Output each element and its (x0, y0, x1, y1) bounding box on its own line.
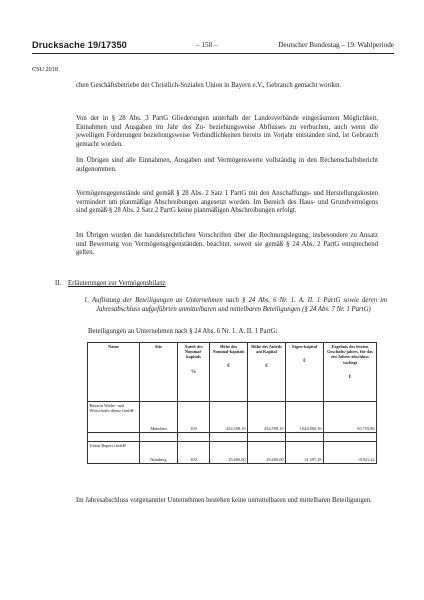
header-label: Eigen-kapital (292, 344, 317, 349)
cell-ergebnis: -30.755,86 (324, 402, 377, 433)
table-row (88, 402, 377, 433)
holdings-table (87, 342, 376, 464)
header-label: Höhe des Nominal-kapitals (212, 344, 245, 355)
section-number: II. (55, 280, 62, 287)
header-unit: € (348, 374, 352, 380)
header-label: Höhe des Anteils am Kapital (251, 344, 282, 355)
document-number: Drucksache 19/17350 (32, 40, 127, 50)
column-header-sitz (140, 343, 178, 402)
party-label: CSU 2018 (32, 66, 58, 73)
table-row (88, 442, 377, 464)
table-spacer-row (88, 433, 377, 442)
cell-name: Union Report GmbH (88, 442, 140, 464)
cell-sitz: München (140, 402, 178, 433)
paragraph-2: Von der in § 28 Abs. 3 PartG Gliederungen unterhalb der Landesverbände eingeräumten Möglichkeit, Einnahmen und Ausgaben im Jahr des Zu- beziehungsweise Abflusses zu verbuchen, auch wenn die jeweiligen Forderungen beziehungsweise Verbindlichkeiten bereits im Vorjahr entstanden sind, ist Gebrauch gemacht worden. (76, 115, 378, 149)
cell-nominalkapital: 434.598,10 (210, 402, 248, 433)
paragraph-3: Im Übrigen sind alle Einnahmen, Ausgaben und Vermögenswerte vollständig in den Rechenschaftsbericht aufgenommen. (76, 157, 378, 173)
page-number: – 158 – (196, 41, 218, 49)
column-header-eigenkapital (286, 343, 324, 402)
section-title: Erläuterungen zur Vermögensbilanz (68, 280, 166, 287)
closing-paragraph: Im Jahresabschluss vorgenannter Unternehmen bestehen keine unmittelbaren und mittelbaren Beteiligungen. (76, 497, 372, 504)
cell-anteil: 100 (178, 442, 210, 464)
header-label: Anteil des Nominal-kapitals (184, 344, 203, 360)
column-header-anteil-kapital (248, 343, 286, 402)
paragraph-5: Im Übrigen wurden die handelsrechtlichen Vorschriften über die Rechnungslegung, insbesondere zu Ansatz und Bewertung von Vermögensgegenständen, beachtet, soweit sie gemäß § 24 Abs. 2 PartG entsprechend gelten. (76, 232, 378, 257)
legislative-period: Deutscher Bundestag – 19. Wahlperiode (278, 41, 394, 49)
header-unit: % (191, 369, 196, 375)
cell-nominalkapital: 25.600,00 (210, 442, 248, 464)
header-label: Sitz (155, 344, 162, 349)
table-header-row (88, 343, 377, 402)
cell-anteil-kapital: 25.600,00 (248, 442, 286, 464)
column-header-ergebnis (324, 343, 377, 402)
subsection-heading: 1. Auflistung der Beteiligungen an Unternehmen nach § 24 Abs. 6 Nr. 1. A. II. 1 PartG sowie deren im Jahresabschluss aufgeführten unmittelbaren und mittelbaren Beteiligungen (§ 24 Abs. 7 Nr. 1 PartG) (84, 297, 387, 313)
header-unit: € (303, 359, 306, 365)
cell-name: Bavaria Werbe- und Wirtschafts-dienst GmbH (88, 402, 140, 433)
paragraph-4: Vermögensgegenstände sind gemäß § 28 Abs. 2 Satz 1 PartG mit den Anschaffungs- und Herstellungskosten vermindert um planmäßige Abschreibungen angesetzt worden. Im Bereich des Haus- und Grundvermögens sind gemäß § 28 Abs. 2 Satz 2 PartG keine planmäßigen Abschreibungen erfolgt. (76, 190, 378, 215)
header-label: Ergebnis des letzten Geschäfts-jahres, für das ein Jahres-abschluss vorliegt (327, 344, 373, 365)
paragraph-1: chen Geschäftsbetriebe der Christlich-Sozialen Union in Bayern e.V., Gebrauch gemacht worden. (76, 82, 342, 89)
table-caption: Beteiligungen an Unternehmen nach § 24 Abs. 6 Nr. 1. A. II. 1 PartG: (88, 328, 278, 335)
cell-ergebnis: -8.921,22 (324, 442, 377, 464)
cell-anteil: 100 (178, 402, 210, 433)
cell-eigenkapital: 31.597,28 (286, 442, 324, 464)
cell-sitz: Nürnberg (140, 442, 178, 464)
column-header-anteil (178, 343, 210, 402)
column-header-name (88, 343, 140, 402)
header-label: Name (108, 344, 119, 349)
cell-eigenkapital: 1.044.860,16 (286, 402, 324, 433)
header-unit: € (265, 364, 268, 370)
header-unit: € (227, 364, 230, 370)
page-header (32, 40, 394, 54)
column-header-nominalkapital (210, 343, 248, 402)
cell-anteil-kapital: 434.598,10 (248, 402, 286, 433)
section-heading (55, 280, 166, 287)
